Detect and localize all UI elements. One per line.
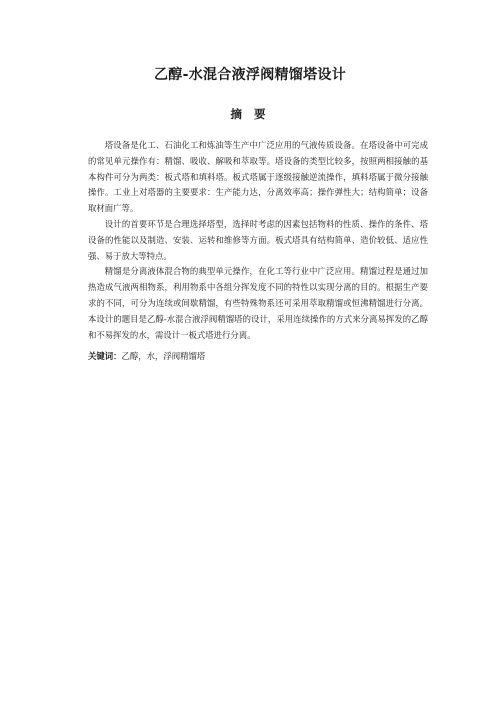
keywords-text: 乙醇，水，浮阀精馏塔: [121, 351, 206, 362]
abstract-paragraph-2: 设计的首要环节是合理选择塔型，选择时考虑的因素包括物料的性质、操作的条件、塔设备的性能以及制造、安装、运转和维修等方面。板式塔具有结构简单、造价较低、适应性强、易于放大等特点。: [88, 218, 428, 261]
document-title: 乙醇-水混合液浮阀精馏塔设计: [153, 67, 346, 83]
abstract-paragraph-1: 塔设备是化工、石油化工和炼油等生产中广泛应用的气液传质设备。在塔设备中可完成的常见单元操作有：精馏、吸收、解吸和萃取等。塔设备的类型比较多，按照两相接触的基本构件可分为两类：板式塔和填料塔。板式塔属于逐级接触逆流操作，填料塔属于微分接触操作。工业上对塔器的主要要求：生产能力达，分离效率高；操作弹性大；结构简单；设备取材面广等。: [88, 140, 428, 214]
abstract-paragraph-3: 精馏是分离液体混合物的典型单元操作，在化工等行业中广泛应用。精馏过程是通过加热造成气液两相物系，利用物系中各组分挥发度不同的特性以实现分离的目的。根据生产要求的不同，可分为连续或间歇精馏，有些特殊物系还可采用萃取精馏或恒沸精馏进行分离。本设计的题目是乙醇-水混合液浮阀精馏塔的设计，采用连续操作的方式来分离易挥发的乙醇和不易挥发的水，需设计一板式塔进行分离。: [88, 266, 428, 340]
keywords-line: [88, 349, 428, 365]
abstract-body: [88, 138, 428, 365]
keywords-label: 关键词：: [88, 351, 122, 362]
abstract-heading: 摘 要: [230, 107, 270, 121]
